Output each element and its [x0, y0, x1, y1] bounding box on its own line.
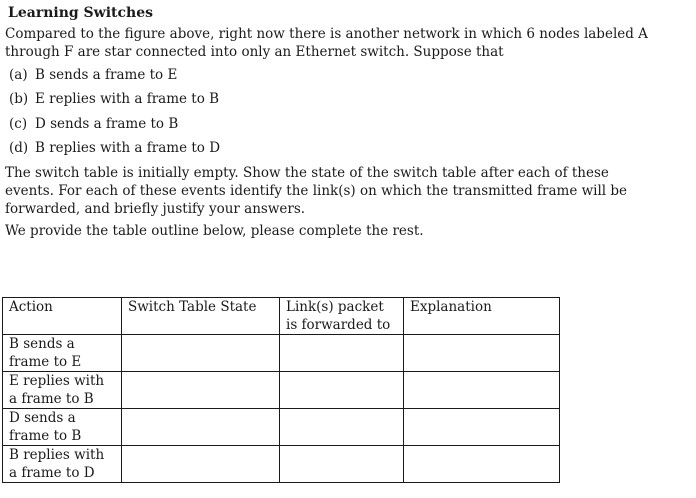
event-label: (d) [9, 140, 29, 157]
state-cell[interactable] [122, 372, 280, 409]
state-cell[interactable] [122, 409, 280, 446]
links-cell[interactable] [280, 446, 404, 483]
event-item [9, 66, 665, 84]
event-text: E replies with a frame to B [35, 91, 220, 108]
links-cell[interactable] [280, 372, 404, 409]
table-row [3, 446, 560, 483]
table-row [3, 335, 560, 372]
links-cell[interactable] [280, 409, 404, 446]
header-links: Link(s) packet is forwarded to [280, 298, 404, 335]
event-item [9, 90, 665, 108]
explanation-cell[interactable] [404, 335, 560, 372]
state-cell[interactable] [122, 335, 280, 372]
action-cell: E replies with a frame to B [3, 372, 122, 409]
switch-table [2, 297, 560, 483]
event-text: B replies with a frame to D [35, 140, 221, 157]
instructions-paragraph: The switch table is initially empty. Show the state of the switch table after each of these events. For each of these events identify the link(s) on which the transmitted frame will be forwarded, and briefly justify your answers. [5, 164, 628, 217]
header-action: Action [3, 298, 122, 335]
event-text: B sends a frame to E [35, 67, 178, 83]
event-list [5, 66, 665, 157]
event-item [9, 115, 665, 133]
event-label: (c) [9, 115, 28, 132]
section-title: Learning Switches [8, 5, 153, 21]
event-label: (a) [9, 67, 28, 83]
explanation-cell[interactable] [404, 446, 560, 483]
header-switch-table-state: Switch Table State [122, 298, 280, 335]
table-header-row [3, 298, 560, 335]
event-item [9, 139, 665, 157]
explanation-cell[interactable] [404, 409, 560, 446]
table-row [3, 372, 560, 409]
state-cell[interactable] [122, 446, 280, 483]
note-paragraph: We provide the table outline below, please complete the rest. [5, 222, 424, 239]
action-cell: B sends a frame to E [3, 335, 122, 372]
explanation-cell[interactable] [404, 372, 560, 409]
event-label: (b) [9, 91, 29, 108]
action-cell: B replies with a frame to D [3, 446, 122, 483]
document-page [5, 4, 665, 240]
event-text: D sends a frame to B [35, 115, 179, 132]
header-explanation: Explanation [404, 298, 560, 335]
links-cell[interactable] [280, 335, 404, 372]
intro-paragraph: Compared to the figure above, right now there is another network in which 6 nodes labeled A through F are star connected into only an Ethernet switch. Suppose that [5, 26, 648, 60]
table-row [3, 409, 560, 446]
action-cell: D sends a frame to B [3, 409, 122, 446]
